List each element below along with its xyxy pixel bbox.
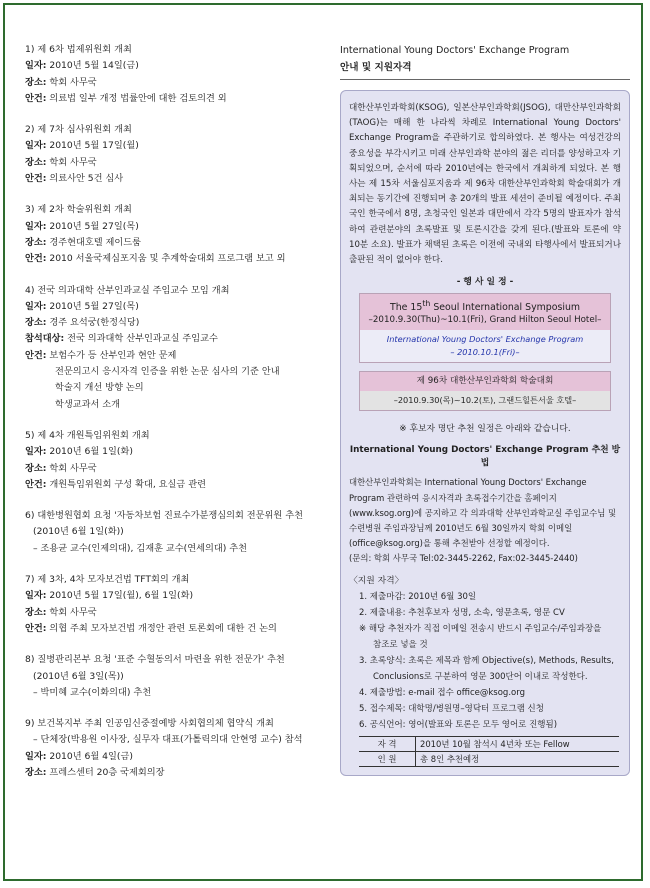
- contact-line: (문의: 학회 사무국 Tel:02-3445-2262, Fax:02-3445-2440): [349, 553, 578, 564]
- field-value: 의료사안 5건 심사: [49, 173, 124, 185]
- section-title: 2) 제 7차 심사위원회 개최: [25, 124, 132, 136]
- field-label: 안건:: [25, 173, 47, 185]
- table-header-cell: 자 격: [359, 736, 416, 751]
- meeting-section: [25, 428, 325, 493]
- requirement-item: 1. 제출마감: 2010년 6월 30일: [359, 591, 477, 602]
- program-subheading: 안내 및 지원자격: [340, 62, 412, 73]
- meeting-section: [25, 508, 325, 557]
- field-value: 2010년 6월 4일(금): [49, 750, 133, 762]
- field-value: 2010년 5월 14일(금): [49, 60, 139, 72]
- event-subtitle: International Young Doctors' Exchange Program: [386, 334, 584, 345]
- requirement-item: 2. 제출내용: 추천후보자 성명, 소속, 영문초록, 영문 CV: [359, 607, 565, 618]
- field-label: 일자:: [25, 590, 47, 602]
- requirement-continuation: Conclusions로 구분하여 영문 300단어 이내로 작성한다.: [373, 671, 588, 682]
- meeting-section: [25, 283, 325, 413]
- section-line: – 박미혜 교수(이화의대) 추천: [33, 686, 152, 698]
- event-conference-title: 제 96차 대한산부인과학회 학술대회: [360, 372, 610, 391]
- event-symposium: [360, 294, 610, 330]
- field-label: 참석대상:: [25, 333, 65, 345]
- event-conference-date: –2010.9.30(목)~10.2(토), 그랜드힐튼서울 호텔–: [360, 391, 610, 410]
- field-value: 학회 사무국: [49, 462, 97, 474]
- requirements-list: [349, 589, 621, 733]
- method-paragraph: 대한산부인과학회는 International Young Doctors' Exchange Program 관련하여 응시자격과 초록접수기간을 홈페이지(www.ksog.org)에 공지하고 각 의과대학 산부인과학교실 주임교수님 및 수련병원 주임과장님께 2010년도 6월 30일까지 학회 이메일(office@ksog.org)을 통해 추천받아 선정할 예정이다.: [349, 477, 617, 549]
- field-label: 안건:: [25, 349, 47, 361]
- heading-divider: [340, 79, 630, 80]
- field-label: 일자:: [25, 140, 47, 152]
- field-value: 학회 사무국: [49, 76, 97, 88]
- event-box-symposium: [359, 293, 611, 363]
- right-column: [340, 42, 630, 776]
- section-title: 3) 제 2차 학술위원회 개최: [25, 204, 132, 216]
- field-value: 2010년 6월 1일(화): [49, 446, 133, 458]
- field-label: 장소:: [25, 236, 47, 248]
- program-heading: International Young Doctors' Exchange Program: [340, 45, 570, 56]
- field-label: 일자:: [25, 300, 47, 312]
- meeting-section: [25, 572, 325, 637]
- requirement-item: 5. 접수제목: 대학명/병원명–영닥터 프로그램 신청: [359, 703, 544, 714]
- field-value: 학회 사무국: [49, 156, 97, 168]
- requirement-item: 3. 초록양식: 초록은 제목과 함께 Objective(s), Methods, Results,: [359, 655, 614, 666]
- event-subdate: – 2010.10.1(Fri)–: [450, 347, 520, 358]
- eligibility-table: [359, 736, 619, 767]
- field-label: 일자:: [25, 220, 47, 232]
- section-title: 1) 제 6차 법제위원회 개최: [25, 44, 132, 55]
- field-value: 2010년 5월 27일(목): [49, 220, 139, 232]
- field-value: 경주현대호텔 제이드룸: [49, 236, 142, 248]
- field-value: 전국 의과대학 산부인과교실 주임교수: [67, 333, 218, 345]
- field-label: 장소:: [25, 76, 47, 88]
- left-column: [25, 42, 325, 796]
- table-cell: 2010년 10월 참석시 4년차 또는 Fellow: [416, 736, 620, 751]
- field-label: 안건:: [25, 622, 47, 634]
- field-value: 2010년 5월 17일(월), 6월 1일(화): [49, 590, 194, 602]
- section-title: 7) 제 3차, 4차 모자보건법 TFT회의 개최: [25, 574, 190, 586]
- field-value: 경주 요석궁(한정식당): [49, 317, 140, 329]
- intro-paragraph: 대한산부인과학회(KSOG), 일본산부인과학회(JSOG), 대만산부인과학회(TAOG)는 매해 한 나라씩 차례로 International Young Doctors' Exchange Program을 주관하기로 합의하였다. 본 행사는 여성건강의 중요성을 부각시키고 미래 산부인과학 분야의 젊은 리더를 양성하고자 기획되었으며, 순서에 따라 2010년에는 한국에서 개최하게 되었다. 본 행사는 제 15차 서울심포지움과 제 96차 대한산부인과학회 학술대회가 개최되는 동기간에 진행되며 총 20개의 발표 세션이 준비될 예정이다. 주최국인 한국에서 8명, 초청국인 일본과 대만에서 각각 5명의 발표자가 참석하여 관련분야의 초록발표 및 토론시간을 갖게 된다.(발표와 토론에 약 10분 소요). 발표가 채택된 초록은 이전에 국내외 타행사에서 발표되거나 출판된 적이 없어야 한다.: [349, 103, 621, 266]
- field-label: 장소:: [25, 317, 47, 329]
- meeting-section: [25, 42, 325, 107]
- event-title: The 15th Seoul International Symposium: [389, 299, 581, 314]
- field-value: 2010 서울국제심포지움 및 추계학술대회 프로그램 보고 외: [49, 253, 286, 265]
- section-line: – 단체장(박용원 이사장, 실무자 대표(가톨릭의대 안현영 교수) 참석: [33, 734, 303, 746]
- section-line: (2010년 6월 3일(목)): [33, 670, 124, 682]
- requirement-item: 4. 제출방법: e-mail 접수 office@ksog.org: [359, 687, 525, 698]
- program-panel: [340, 90, 630, 776]
- section-title: 4) 전국 의과대학 산부인과교실 주임교수 모임 개최: [25, 284, 230, 296]
- field-label: 일자:: [25, 750, 47, 762]
- event-box-conference: [359, 371, 611, 411]
- field-label: 장소:: [25, 606, 47, 618]
- agenda-item: 학생교과서 소개: [55, 398, 121, 410]
- requirement-item: 6. 공식언어: 영어(발표와 토론은 모두 영어로 진행됨): [359, 719, 558, 730]
- section-title: 5) 제 4차 개원특임위원회 개최: [25, 429, 150, 441]
- table-header-cell: 인 원: [359, 751, 416, 766]
- table-row: [359, 736, 619, 751]
- field-value: 개원특임위원회 구성 확대, 요실금 관련: [49, 478, 206, 490]
- event-date: –2010.9.30(Thu)~10.1(Fri), Grand Hilton Seoul Hotel–: [368, 315, 602, 326]
- field-value: 학회 사무국: [49, 606, 97, 618]
- meeting-section: [25, 652, 325, 701]
- table-row: [359, 751, 619, 766]
- field-value: 의료법 일부 개정 법률안에 대한 검토의견 외: [49, 92, 227, 104]
- field-label: 안건:: [25, 478, 47, 490]
- meeting-section: [25, 122, 325, 187]
- field-value: 보험수가 등 산부인과 현안 문제: [49, 349, 177, 361]
- field-label: 장소:: [25, 462, 47, 474]
- section-line: – 조용균 교수(인제의대), 김재훈 교수(연세의대) 추천: [33, 542, 247, 554]
- field-label: 안건:: [25, 92, 47, 104]
- section-title: 9) 보건복지부 주최 인공임신중절예방 사회협의체 협약식 개최: [25, 718, 274, 730]
- agenda-item: 학술지 개선 방향 논의: [55, 382, 144, 394]
- section-title: 6) 대한병원협회 요청 '자동차보험 진료수가분쟁심의회 전문위원 추천: [25, 510, 303, 522]
- field-value: 2010년 5월 17일(월): [49, 140, 139, 152]
- field-value: 2010년 5월 27일(목): [49, 300, 139, 312]
- agenda-item: 전문의고시 응시자격 인증을 위한 논문 심사의 기준 안내: [55, 366, 280, 378]
- event-exchange-program: [360, 330, 610, 362]
- requirement-item: ※ 해당 추천자가 직접 이메일 전송시 반드시 주임교수/주임과장을: [359, 623, 602, 634]
- field-label: 일자:: [25, 446, 47, 458]
- schedule-note: ※ 후보자 명단 추천 일정은 아래와 같습니다.: [399, 424, 571, 435]
- field-value: 의협 주최 모자보건법 개정안 관련 토론회에 대한 건 논의: [49, 622, 277, 634]
- field-label: 일자:: [25, 60, 47, 72]
- requirement-continuation: 참조로 넣을 것: [373, 639, 428, 650]
- field-label: 장소:: [25, 156, 47, 168]
- events-title: - 행 사 일 정 -: [456, 277, 514, 288]
- meeting-section: [25, 716, 325, 781]
- meeting-section: [25, 202, 325, 267]
- field-label: 안건:: [25, 253, 47, 265]
- method-title: International Young Doctors' Exchange Program 추천 방법: [349, 445, 621, 469]
- section-line: (2010년 6월 1일(화)): [33, 526, 124, 538]
- table-cell: 총 8인 추천예정: [416, 751, 620, 766]
- requirements-title: 〈지원 자격〉: [349, 575, 404, 586]
- field-label: 장소:: [25, 766, 47, 778]
- field-value: 프레스센터 20층 국제회의장: [49, 766, 165, 778]
- section-title: 8) 질병관리본부 요청 '표준 수혈동의서 마련을 위한 전문가' 추천: [25, 654, 285, 666]
